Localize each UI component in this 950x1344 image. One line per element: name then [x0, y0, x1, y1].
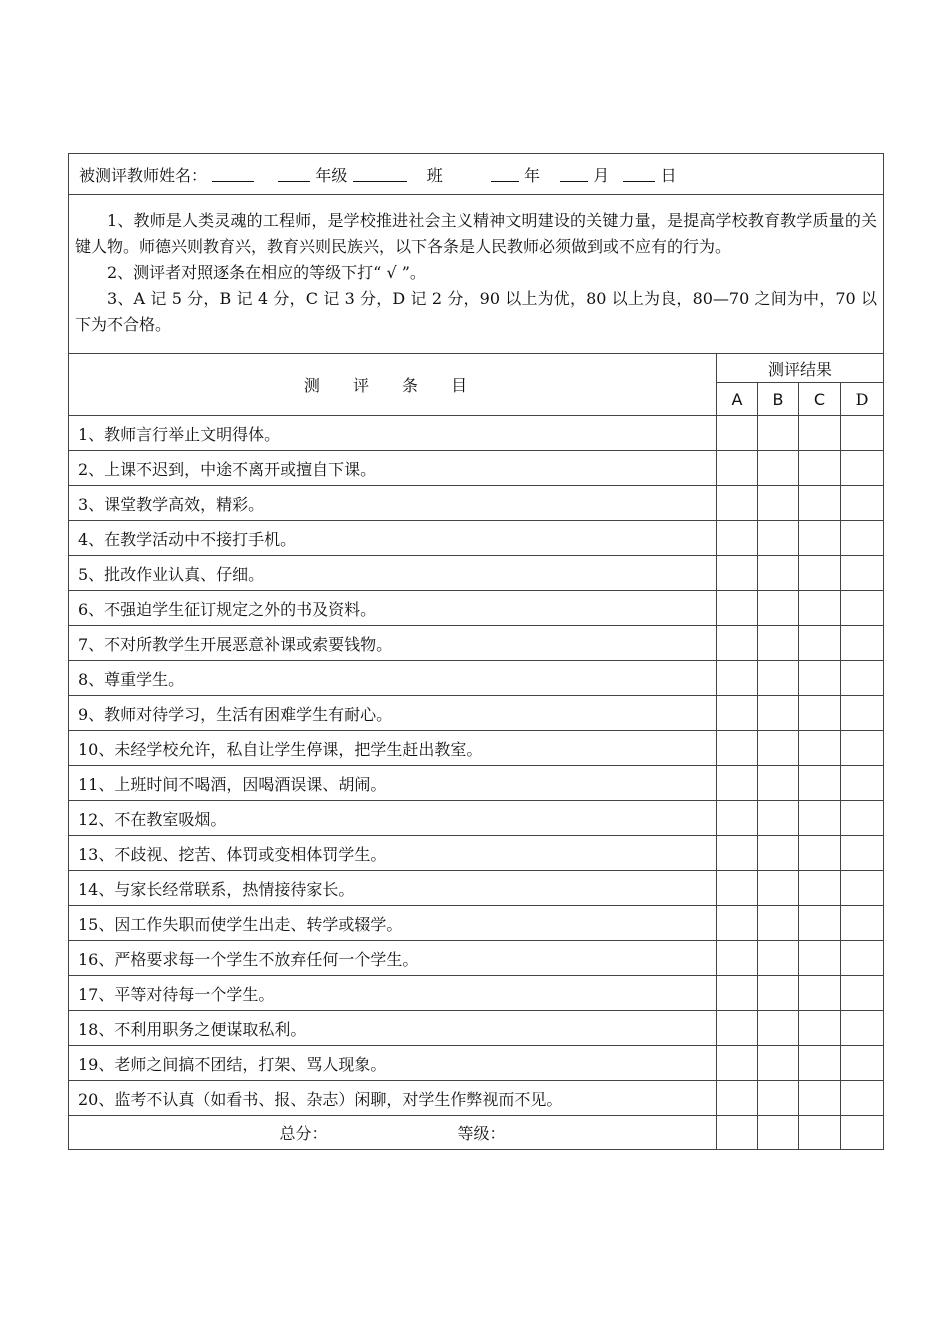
item-text: 16、严格要求每一个学生不放弃任何一个学生。: [69, 941, 717, 976]
item-text: 19、老师之间搞不团结，打架、骂人现象。: [69, 1046, 717, 1081]
grade-c-cell[interactable]: [799, 766, 841, 801]
item-text: 10、未经学校允许，私自让学生停课，把学生赶出教室。: [69, 731, 717, 766]
grade-b-header: B: [758, 383, 799, 416]
grade-d-cell[interactable]: [841, 486, 884, 521]
instruction-2: 2、测评者对照逐条在相应的等级下打“ √ ”。: [107, 263, 426, 282]
summary-grade-c-cell[interactable]: [799, 1116, 841, 1150]
instruction-1: 1、教师是人类灵魂的工程师，是学校推进社会主义精神文明建设的关键力量，是提高学校教育教学质量的关键人物。师德兴则教育兴，教育兴则民族兴，以下各条是人民教师必须做到或不应有的行为。: [75, 211, 877, 256]
grade-d-cell[interactable]: [841, 696, 884, 731]
grade-a-cell[interactable]: [717, 906, 758, 941]
grade-c-cell[interactable]: [799, 941, 841, 976]
item-text: 11、上班时间不喝酒，因喝酒误课、胡闹。: [69, 766, 717, 801]
grade-c-cell[interactable]: [799, 416, 841, 451]
grade-d-cell[interactable]: [841, 556, 884, 591]
teacher-info-row: [69, 154, 884, 195]
month-label: 月: [593, 165, 610, 185]
table-row: [69, 696, 884, 731]
grade-d-cell[interactable]: [841, 906, 884, 941]
table-row: [69, 976, 884, 1011]
grade-c-cell[interactable]: [799, 626, 841, 661]
table-row: [69, 801, 884, 836]
grade-d-cell[interactable]: [841, 871, 884, 906]
item-text: 13、不歧视、挖苦、体罚或变相体罚学生。: [69, 836, 717, 871]
grade-a-cell[interactable]: [717, 836, 758, 871]
table-row: [69, 731, 884, 766]
grade-b-cell[interactable]: [758, 801, 799, 836]
item-text: 9、教师对待学习，生活有困难学生有耐心。: [69, 696, 717, 731]
result-header: 测评结果: [717, 354, 884, 383]
grade-a-cell[interactable]: [717, 591, 758, 626]
grade-b-cell[interactable]: [758, 486, 799, 521]
grade-a-cell[interactable]: [717, 1046, 758, 1081]
table-row: [69, 521, 884, 556]
item-text: 6、不强迫学生征订规定之外的书及资料。: [69, 591, 717, 626]
grade-b-cell[interactable]: [758, 556, 799, 591]
level-label: 等级：: [457, 1124, 506, 1143]
items-header: 测 评 条 目: [69, 354, 717, 416]
grade-blank[interactable]: [278, 167, 310, 182]
grade-b-cell[interactable]: [758, 696, 799, 731]
teacher-name-blank[interactable]: [212, 167, 254, 182]
grade-b-cell[interactable]: [758, 1011, 799, 1046]
grade-b-cell[interactable]: [758, 976, 799, 1011]
grade-d-cell[interactable]: [841, 521, 884, 556]
grade-a-cell[interactable]: [717, 1011, 758, 1046]
grade-b-cell[interactable]: [758, 521, 799, 556]
table-row: [69, 451, 884, 486]
grade-c-cell[interactable]: [799, 696, 841, 731]
grade-a-cell[interactable]: [717, 976, 758, 1011]
grade-c-cell[interactable]: [799, 1081, 841, 1116]
day-label: 日: [660, 165, 677, 185]
grade-c-cell[interactable]: [799, 661, 841, 696]
grade-d-cell[interactable]: [841, 976, 884, 1011]
teacher-name-label: 被测评教师姓名：: [79, 165, 208, 185]
grade-label: 年级: [315, 165, 348, 185]
item-text: 2、上课不迟到，中途不离开或擅自下课。: [69, 451, 717, 486]
table-row: [69, 941, 884, 976]
grade-c-cell[interactable]: [799, 521, 841, 556]
grade-c-cell[interactable]: [799, 1011, 841, 1046]
item-text: 12、不在教室吸烟。: [69, 801, 717, 836]
table-row: [69, 836, 884, 871]
grade-c-cell[interactable]: [799, 731, 841, 766]
grade-a-cell[interactable]: [717, 521, 758, 556]
grade-b-cell[interactable]: [758, 451, 799, 486]
grade-b-cell[interactable]: [758, 416, 799, 451]
grade-b-cell[interactable]: [758, 1081, 799, 1116]
day-blank[interactable]: [623, 167, 655, 182]
grade-a-cell[interactable]: [717, 626, 758, 661]
grade-c-cell[interactable]: [799, 451, 841, 486]
instructions-cell: [69, 195, 884, 354]
grade-a-cell[interactable]: [717, 486, 758, 521]
grade-d-cell[interactable]: [841, 1081, 884, 1116]
grade-d-cell[interactable]: [841, 591, 884, 626]
evaluation-table: [68, 153, 884, 1150]
grade-d-cell[interactable]: [841, 626, 884, 661]
year-label: 年: [523, 165, 540, 185]
grade-b-cell[interactable]: [758, 836, 799, 871]
teacher-info-cell: [69, 154, 884, 195]
summary-row: [69, 1116, 884, 1150]
grade-b-cell[interactable]: [758, 731, 799, 766]
grade-a-cell[interactable]: [717, 731, 758, 766]
grade-b-cell[interactable]: [758, 766, 799, 801]
grade-b-cell[interactable]: [758, 871, 799, 906]
table-row: [69, 661, 884, 696]
table-row: [69, 556, 884, 591]
table-row: [69, 1011, 884, 1046]
grade-d-cell[interactable]: [841, 1011, 884, 1046]
grade-c-cell[interactable]: [799, 976, 841, 1011]
table-row: [69, 1046, 884, 1081]
table-row: [69, 766, 884, 801]
grade-c-cell[interactable]: [799, 486, 841, 521]
table-row: [69, 1081, 884, 1116]
grade-c-cell[interactable]: [799, 871, 841, 906]
grade-a-cell[interactable]: [717, 451, 758, 486]
item-text: 8、尊重学生。: [69, 661, 717, 696]
grade-b-cell[interactable]: [758, 906, 799, 941]
grade-a-cell[interactable]: [717, 661, 758, 696]
grade-d-cell[interactable]: [841, 416, 884, 451]
item-text: 18、不利用职务之便谋取私利。: [69, 1011, 717, 1046]
summary-grade-d-cell[interactable]: [841, 1116, 884, 1150]
table-row: [69, 906, 884, 941]
grade-c-cell[interactable]: [799, 556, 841, 591]
grade-b-cell[interactable]: [758, 591, 799, 626]
grade-a-cell[interactable]: [717, 766, 758, 801]
item-text: 4、在教学活动中不接打手机。: [69, 521, 717, 556]
grade-b-cell[interactable]: [758, 941, 799, 976]
table-row: [69, 591, 884, 626]
grade-d-cell[interactable]: [841, 661, 884, 696]
total-score-label: 总分：: [279, 1124, 328, 1143]
item-text: 20、监考不认真（如看书、报、杂志）闲聊，对学生作弊视而不见。: [69, 1081, 717, 1116]
grade-d-cell[interactable]: [841, 1046, 884, 1081]
grade-d-cell[interactable]: [841, 801, 884, 836]
grade-d-cell[interactable]: [841, 941, 884, 976]
item-text: 17、平等对待每一个学生。: [69, 976, 717, 1011]
grade-b-cell[interactable]: [758, 661, 799, 696]
grade-c-cell[interactable]: [799, 836, 841, 871]
class-label: 班: [426, 165, 443, 185]
grade-c-cell[interactable]: [799, 1046, 841, 1081]
grade-d-cell[interactable]: [841, 836, 884, 871]
column-header-row: [69, 354, 884, 383]
grade-c-cell[interactable]: [799, 906, 841, 941]
item-text: 3、课堂教学高效，精彩。: [69, 486, 717, 521]
table-row: [69, 871, 884, 906]
grade-a-cell[interactable]: [717, 556, 758, 591]
grade-a-cell[interactable]: [717, 801, 758, 836]
table-row: [69, 486, 884, 521]
grade-a-cell[interactable]: [717, 941, 758, 976]
summary-cell: [69, 1116, 717, 1150]
item-text: 7、不对所教学生开展恶意补课或索要钱物。: [69, 626, 717, 661]
grade-a-cell[interactable]: [717, 1081, 758, 1116]
grade-c-header: C: [799, 383, 841, 416]
table-row: [69, 626, 884, 661]
grade-c-cell[interactable]: [799, 591, 841, 626]
grade-a-cell[interactable]: [717, 696, 758, 731]
grade-a-cell[interactable]: [717, 416, 758, 451]
summary-grade-b-cell[interactable]: [758, 1116, 799, 1150]
grade-blank-after[interactable]: [353, 167, 407, 182]
grade-d-cell[interactable]: [841, 766, 884, 801]
instructions-row: [69, 195, 884, 354]
summary-grade-a-cell[interactable]: [717, 1116, 758, 1150]
grade-a-header: A: [717, 383, 758, 416]
item-text: 5、批改作业认真、仔细。: [69, 556, 717, 591]
grade-d-cell[interactable]: [841, 731, 884, 766]
year-blank[interactable]: [491, 167, 519, 182]
grade-c-cell[interactable]: [799, 801, 841, 836]
grade-b-cell[interactable]: [758, 1046, 799, 1081]
item-text: 1、教师言行举止文明得体。: [69, 416, 717, 451]
item-text: 14、与家长经常联系，热情接待家长。: [69, 871, 717, 906]
instruction-3: 3、A 记 5 分，B 记 4 分，C 记 3 分，D 记 2 分，90 以上为优，80 以上为良，80—70 之间为中，70 以下为不合格。: [75, 289, 877, 334]
item-text: 15、因工作失职而使学生出走、转学或辍学。: [69, 906, 717, 941]
grade-d-cell[interactable]: [841, 451, 884, 486]
grade-b-cell[interactable]: [758, 626, 799, 661]
month-blank[interactable]: [560, 167, 588, 182]
grade-a-cell[interactable]: [717, 871, 758, 906]
table-row: [69, 416, 884, 451]
grade-d-header: D: [841, 383, 884, 416]
